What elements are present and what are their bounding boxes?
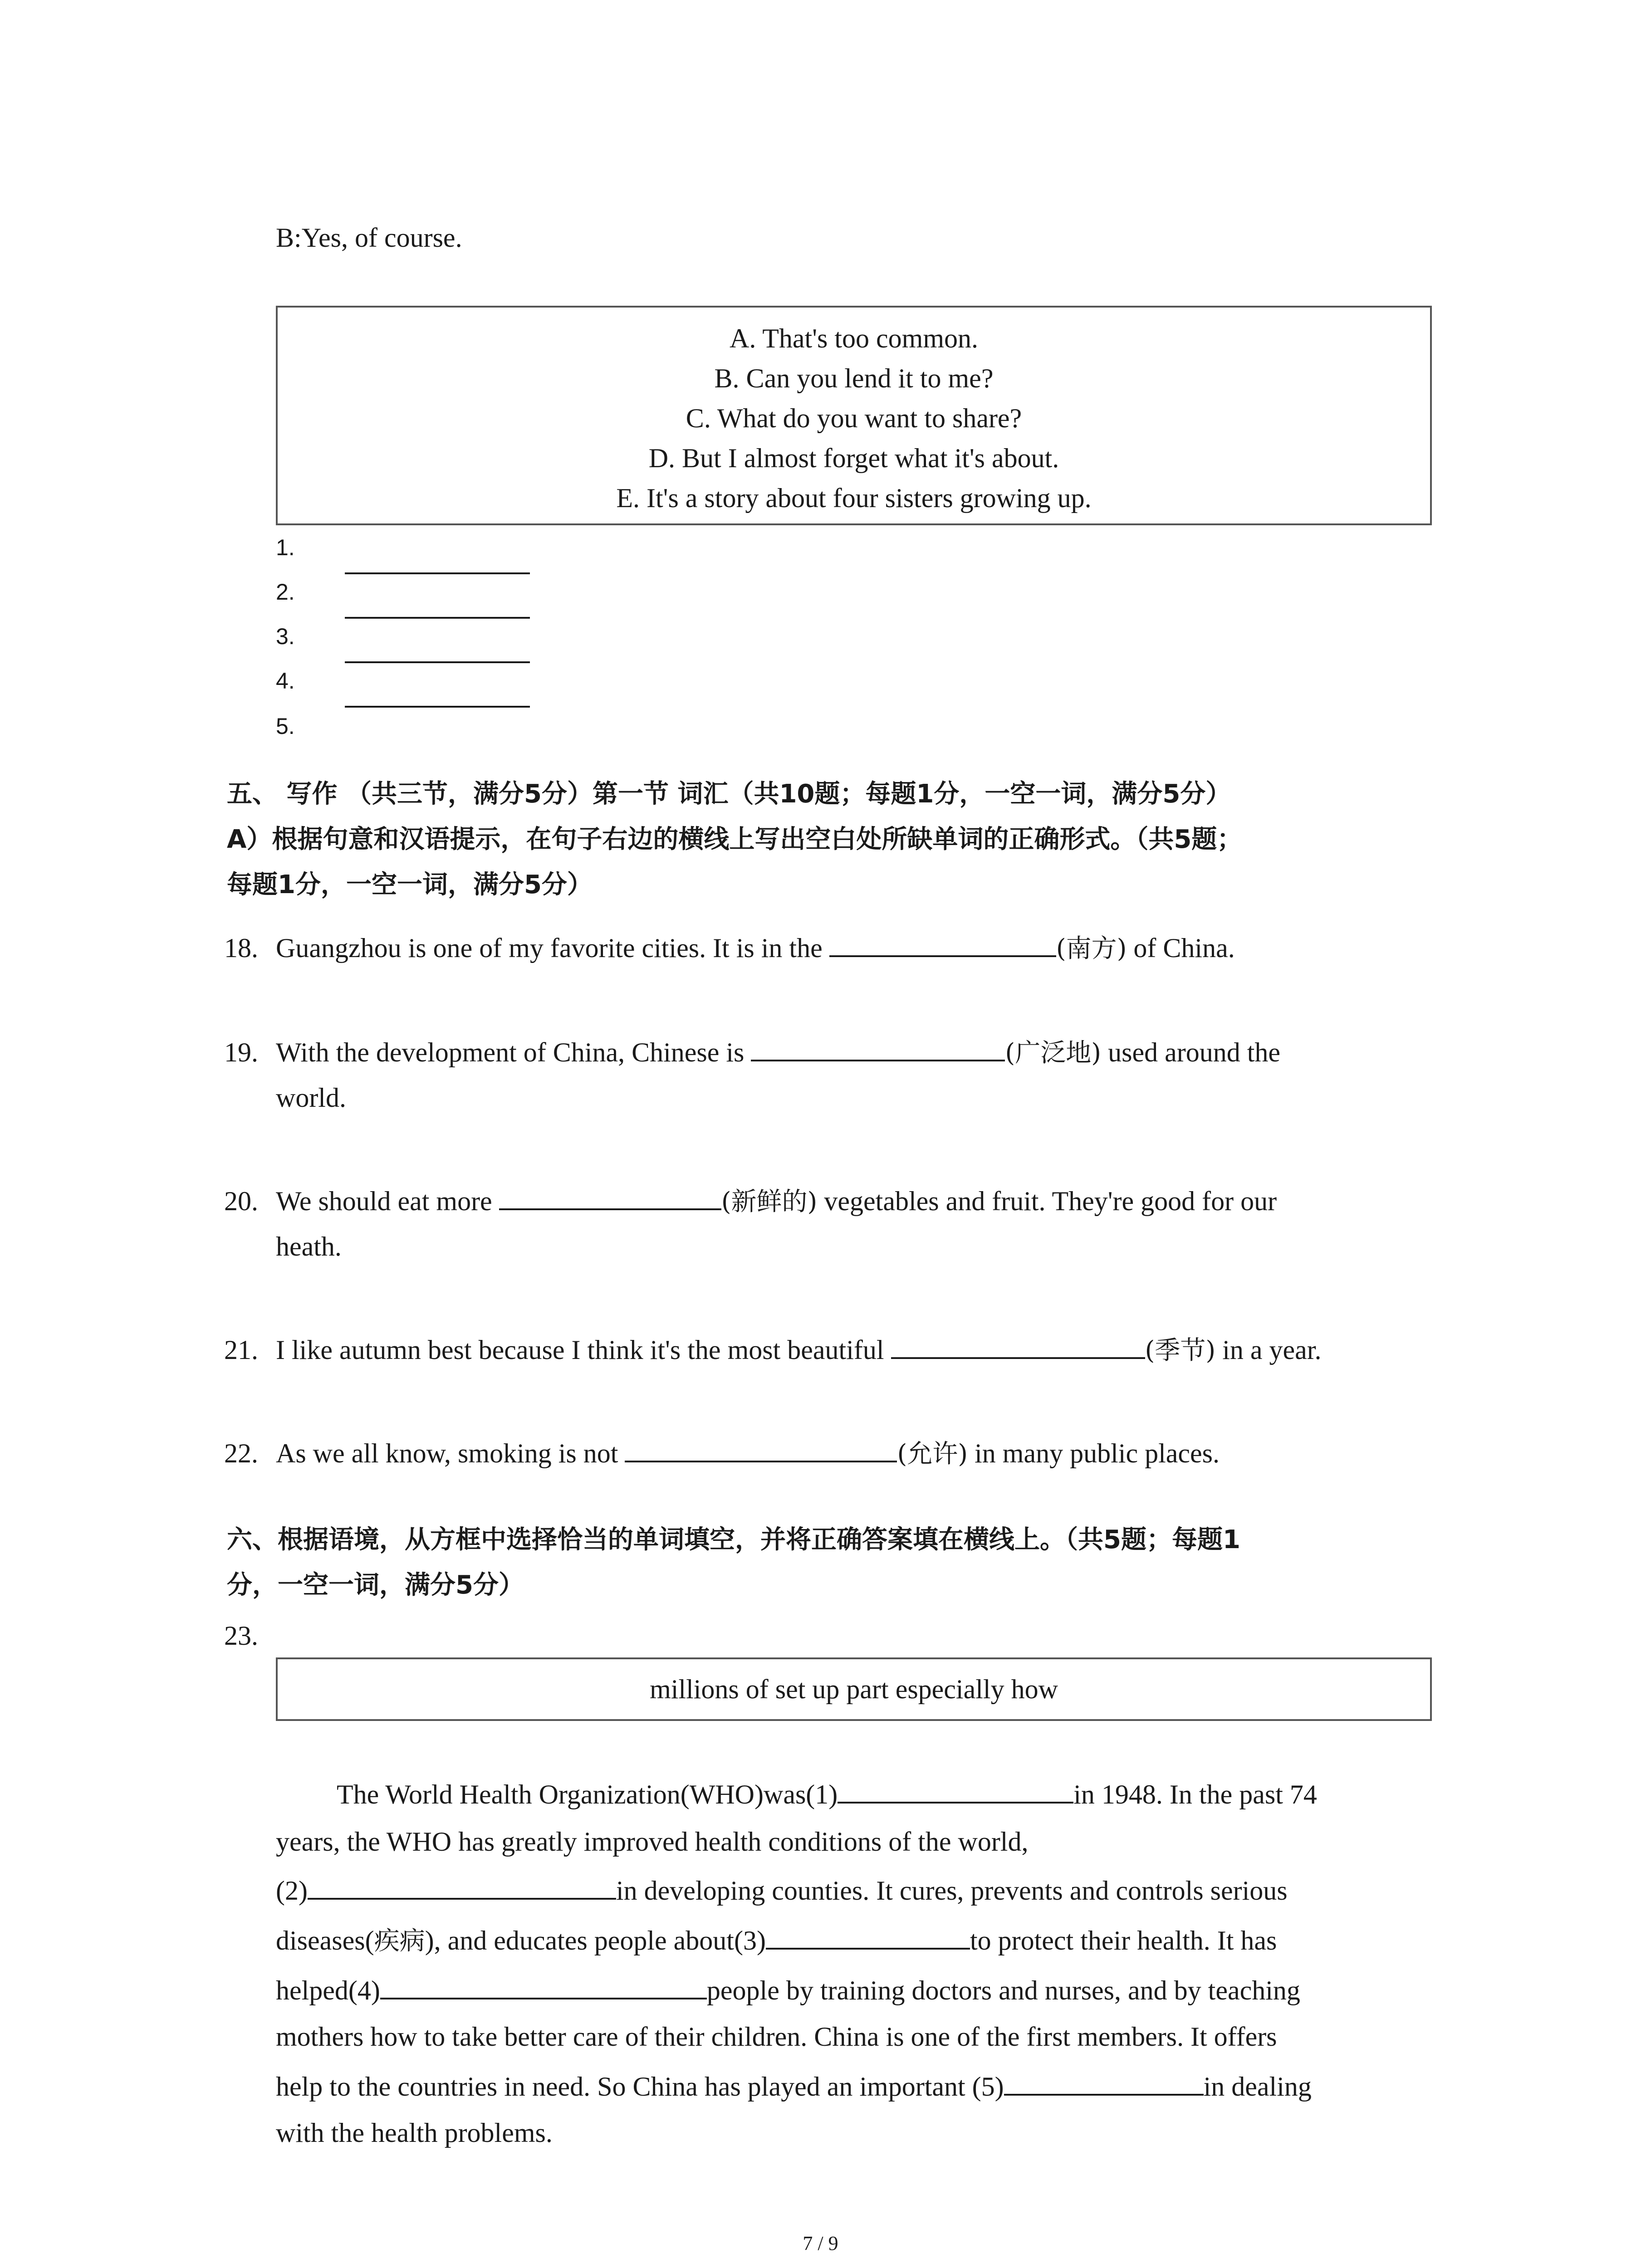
question-19: With the development of China, Chinese is (广泛地) used around the [276,1030,1280,1076]
question-19-line-2: world. [276,1083,346,1113]
passage-line-8: with the health problems. [276,2118,553,2148]
answer-blank[interactable] [625,1432,897,1462]
question-18: Guangzhou is one of my favorite cities. It is in the (南方) of China. [276,925,1235,972]
question-number: 19. [224,1037,258,1067]
section-6-heading-line-1: 六、根据语境，从方框中选择恰当的单词填空，并将正确答案填在横线上。（共5题；每题1 [227,1525,1240,1554]
word-box [276,1657,1432,1721]
answer-number: 2. [276,579,295,605]
answer-number: 5. [276,714,295,739]
question-number: 18. [224,933,258,963]
question-20-line-2: heath. [276,1232,342,1261]
question-number: 22. [224,1438,258,1468]
answer-blank[interactable] [1004,2066,1204,2096]
passage-line-5: helped(4) people by training doctors and nurses, and by teaching [276,1968,1300,2013]
answer-blank[interactable] [499,1180,721,1210]
option-c: C. What do you want to share? [686,403,1022,433]
question-number: 23. [224,1621,258,1651]
option-a: A. That's too common. [730,323,978,353]
passage-line-4: diseases(疾病), and educates people about(3) to protect their health. It has [276,1918,1277,1964]
passage-line-6: mothers how to take better care of their children. China is one of the first members. It offers [276,2022,1277,2052]
answer-blank[interactable] [345,706,530,708]
answer-blank[interactable] [838,1774,1073,1804]
answer-blank[interactable] [891,1329,1145,1359]
option-d: D. But I almost forget what it's about. [648,443,1059,473]
section-5-heading-line-1: 五、 写作 （共三节，满分5分）第一节 词汇（共10题；每题1分，一空一词，满分5分） [227,779,1231,809]
options-box [276,306,1432,525]
section-5-heading-line-2: A）根据句意和汉语提示，在句子右边的横线上写出空白处所缺单词的正确形式。（共5题； [227,825,1243,854]
section-5-heading-line-3: 每题1分，一空一词，满分5分） [227,870,593,899]
passage-line-1: The World Health Organization(WHO)was(1) in 1948. In the past 74 [337,1772,1317,1817]
answer-blank[interactable] [751,1031,1005,1061]
passage-line-2: years, the WHO has greatly improved health conditions of the world, [276,1827,1029,1857]
option-e: E. It's a story about four sisters growing up. [616,483,1092,513]
passage-line-3: (2) in developing counties. It cures, prevents and controls serious [276,1868,1288,1913]
answer-number: 3. [276,624,295,649]
section-6-heading-line-2: 分，一空一词，满分5分） [227,1570,524,1600]
answer-blank[interactable] [380,1970,707,1999]
answer-blank[interactable] [766,1920,970,1950]
question-number: 21. [224,1335,258,1365]
answer-number: 4. [276,668,295,694]
answer-blank[interactable] [345,661,530,663]
question-20: We should eat more (新鲜的) vegetables and fruit. They're good for our [276,1178,1277,1225]
question-22: As we all know, smoking is not (允许) in many public places. [276,1431,1220,1477]
word-box-words: millions of set up part especially how [650,1674,1058,1704]
question-21: I like autumn best because I think it's the most beautiful (季节) in a year. [276,1327,1321,1374]
dialogue-line: B:Yes, of course. [276,223,462,253]
answer-blank[interactable] [308,1870,616,1900]
answer-blank[interactable] [829,927,1056,957]
answer-blank[interactable] [345,617,530,619]
option-b: B. Can you lend it to me? [714,363,994,393]
page-number: 7 / 9 [803,2232,838,2254]
question-number: 20. [224,1186,258,1216]
answer-number: 1. [276,535,295,560]
answer-blank[interactable] [345,572,530,574]
passage-line-7: help to the countries in need. So China has played an important (5) in dealing [276,2064,1312,2109]
